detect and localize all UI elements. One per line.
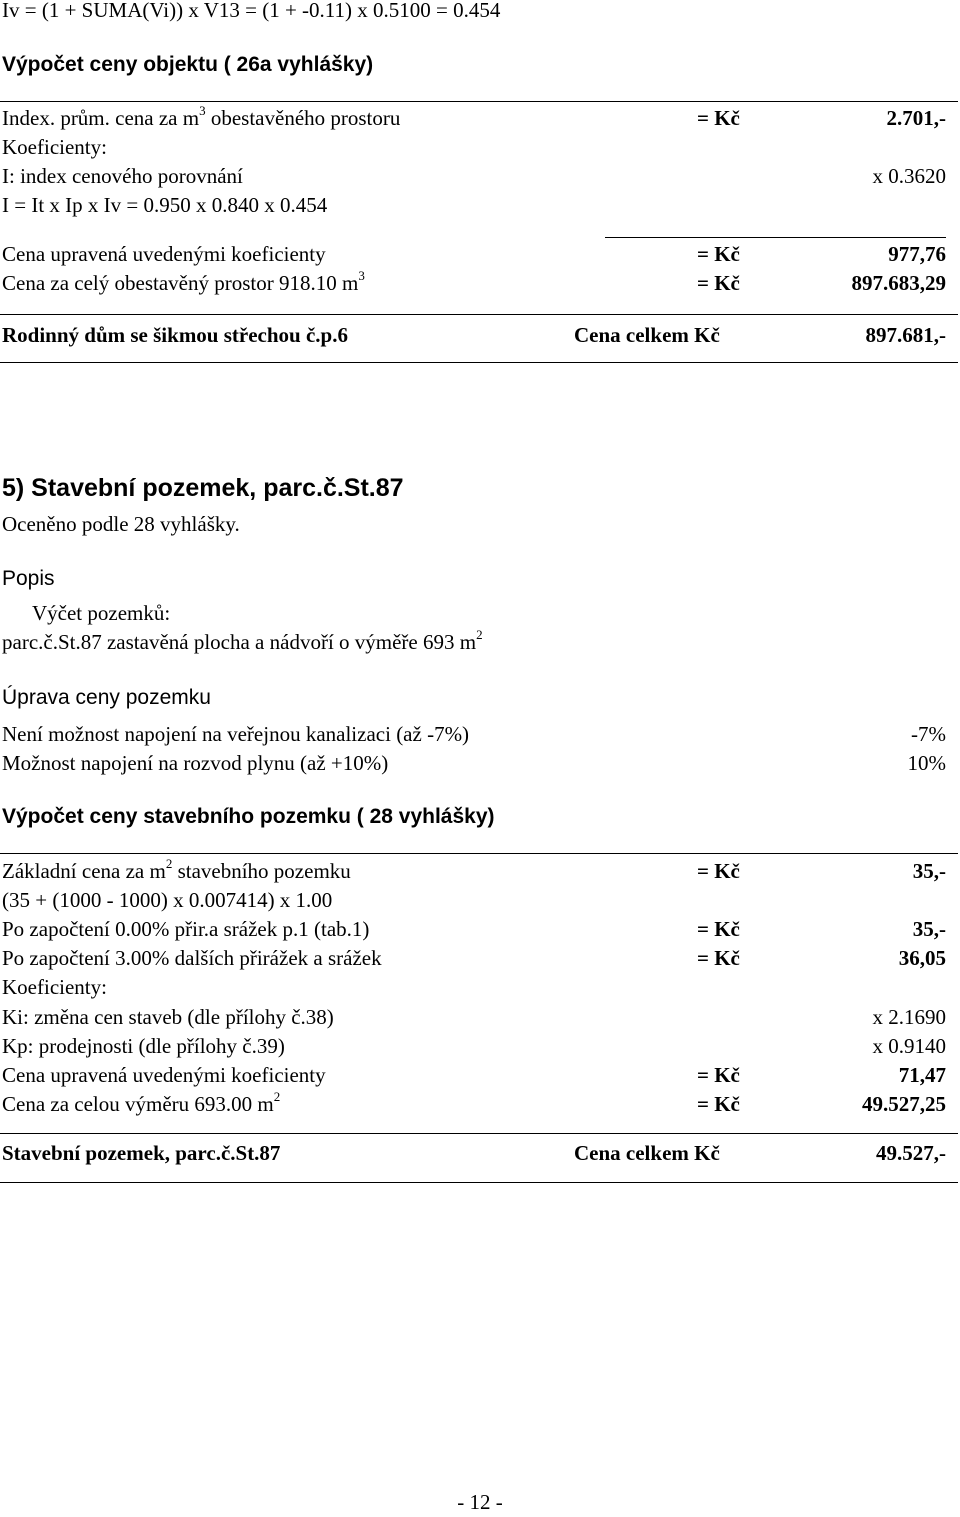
land-total-caption: Cena celkem Kč [574, 1141, 720, 1165]
kp-label: Kp: prodejnosti (dle přílohy č.39) [2, 1034, 285, 1058]
building-total-row [2, 321, 946, 350]
index-price-label-rest: obestavěného prostoru [205, 106, 401, 130]
building-total-label: Rodinný dům se šikmou střechou č.p.6 [2, 323, 348, 347]
coefficients-label: Koeficienty: [2, 135, 107, 159]
land-total-label: Stavební pozemek, parc.č.St.87 [2, 1141, 281, 1165]
area-price-sup: 2 [273, 1089, 281, 1104]
land-adjusted-value: 71,47 [898, 1063, 946, 1087]
area-price-eq: = Kč [697, 1092, 740, 1116]
whole-space-sup: 3 [358, 268, 365, 283]
total-bottom-rule [0, 1182, 958, 1183]
after-surcharge-label: Po započtení 0.00% přir.a srážek p.1 (tab.1) [2, 917, 370, 941]
base-price-sup: 2 [165, 856, 173, 871]
ki-label: Ki: změna cen staveb (dle přílohy č.38) [2, 1005, 334, 1029]
base-price-row [2, 857, 946, 886]
section-divider [0, 853, 958, 854]
after-further-eq: = Kč [697, 946, 740, 970]
i-formula: I = It x Ip x Iv = 0.950 x 0.840 x 0.454 [2, 193, 328, 217]
land-calc-title: Výpočet ceny stavebního pozemku ( 28 vyhlášky) [2, 805, 495, 828]
adjustment-label: Možnost napojení na rozvod plynu (až +10%) [2, 751, 389, 775]
base-price-label: Základní cena za m [2, 859, 166, 883]
after-surcharge-value: 35,- [912, 917, 946, 941]
whole-space-label: Cena za celý obestavěný prostor 918.10 m [2, 271, 359, 295]
adjustment-row [2, 720, 946, 749]
whole-space-value: 897.683,29 [851, 271, 946, 295]
building-calc-title: Výpočet ceny objektu ( 26a vyhlášky) [2, 53, 374, 76]
index-price-row [2, 104, 946, 133]
building-total-value: 897.681,- [865, 323, 946, 347]
base-formula: (35 + (1000 - 1000) x 0.007414) x 1.00 [2, 888, 333, 912]
after-further-value: 36,05 [898, 946, 946, 970]
kp-row [2, 1032, 946, 1061]
adjusted-price-row [2, 240, 946, 269]
adjusted-price-eq: = Kč [697, 242, 740, 266]
after-further-label: Po započtení 3.00% dalších přirážek a srážek [2, 946, 382, 970]
section-divider [0, 101, 958, 102]
total-top-rule [0, 1133, 958, 1134]
area-price-value: 49.527,25 [862, 1092, 946, 1116]
area-price-label: Cena za celou výměru 693.00 m [2, 1092, 274, 1116]
adjusted-price-value: 977,76 [888, 242, 946, 266]
adjusted-price-label: Cena upravená uvedenými koeficienty [2, 242, 326, 266]
land-total-value: 49.527,- [876, 1141, 946, 1165]
land-total-row [2, 1139, 946, 1168]
ki-row [2, 1003, 946, 1032]
building-total-caption: Cena celkem Kč [574, 323, 720, 347]
after-surcharge-eq: = Kč [697, 917, 740, 941]
index-price-value: 2.701,- [886, 106, 946, 130]
i-coef-label: I: index cenového porovnání [2, 164, 243, 188]
i-coef-row [2, 162, 946, 191]
land-coefficients-label: Koeficienty: [2, 975, 107, 999]
i-coef-value: x 0.3620 [872, 164, 946, 188]
list-label: Výčet pozemků: [32, 601, 171, 625]
adjustment-value: 10% [907, 751, 946, 775]
sum-rule [605, 237, 946, 238]
area-price-row [2, 1090, 946, 1119]
adjustment-row [2, 749, 946, 778]
adjust-title: Úprava ceny pozemku [2, 686, 211, 709]
page-number: - 12 - [457, 1490, 503, 1514]
base-price-label-rest: stavebního pozemku [172, 859, 351, 883]
total-top-rule [0, 314, 958, 315]
land-adjusted-label: Cena upravená uvedenými koeficienty [2, 1063, 326, 1087]
after-further-row [2, 944, 946, 973]
priced-by: Oceněno podle 28 vyhlášky. [2, 512, 240, 536]
parcel-sup: 2 [476, 627, 483, 642]
land-adjusted-eq: = Kč [697, 1063, 740, 1087]
index-price-label: Index. prům. cena za m [2, 106, 200, 130]
index-price-sup: 3 [199, 103, 206, 118]
adjustment-value: -7% [911, 722, 946, 746]
land-adjusted-row [2, 1061, 946, 1090]
adjustment-label: Není možnost napojení na veřejnou kanalizaci (až -7%) [2, 722, 470, 746]
iv-formula: Iv = (1 + SUMA(Vi)) x V13 = (1 + -0.11) x 0.5100 = 0.454 [2, 0, 501, 22]
index-price-eq: = Kč [697, 106, 740, 130]
land-title: 5) Stavební pozemek, parc.č.St.87 [2, 474, 404, 502]
base-price-value: 35,- [912, 859, 946, 883]
popis-title: Popis [2, 567, 55, 590]
kp-value: x 0.9140 [872, 1034, 946, 1058]
whole-space-row [2, 269, 946, 298]
parcel-text-main: parc.č.St.87 zastavěná plocha a nádvoří o výměře 693 m [2, 630, 477, 654]
after-surcharge-row [2, 915, 946, 944]
base-price-eq: = Kč [697, 859, 740, 883]
ki-value: x 2.1690 [872, 1005, 946, 1029]
whole-space-eq: = Kč [697, 271, 740, 295]
parcel-text [2, 628, 483, 657]
total-bottom-rule [0, 362, 958, 363]
